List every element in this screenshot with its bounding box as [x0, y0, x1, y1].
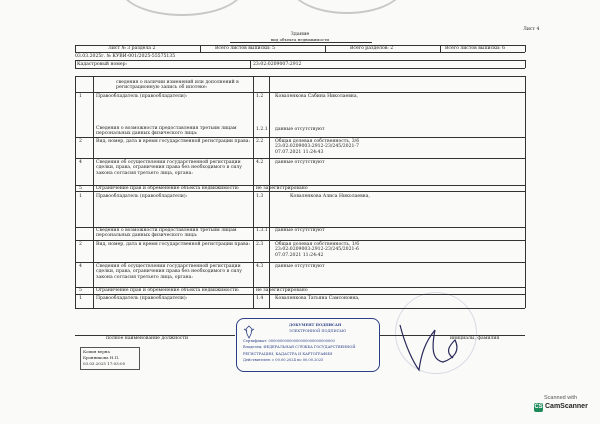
table-row-code: 1.3	[256, 194, 264, 199]
total-sheets-extract: Всего листов выписки: 6	[445, 46, 506, 51]
total-sections: Всего разделов: 2	[350, 46, 394, 51]
table-row-value: Коваленкова Сабина Николаевна,	[275, 94, 359, 99]
table-row-label: Правообладатель (правообладатели):	[96, 194, 188, 199]
table-row-code: 4.2	[256, 160, 264, 165]
table-row-value: данные отсутствуют	[275, 160, 325, 165]
camscanner-logo-icon: CS	[534, 404, 543, 410]
table-row-value: не зарегистрировано	[256, 288, 308, 293]
table-row-code: 1.3.1	[256, 228, 268, 233]
table-row-label: Вид, номер, дата и время государственной регистрации права:	[96, 139, 251, 144]
camscanner-scanned-with: Scanned with	[544, 395, 578, 401]
table-row-label: Правообладатель (правообладатели):	[96, 94, 188, 99]
copy-person: Бронникова Н.П.	[83, 355, 120, 360]
cadastral-value: 23:02:0209007:2912	[253, 62, 302, 67]
table-row-num: 1	[79, 296, 82, 301]
table-row-label: Вид, номер, дата и время государственной регистрации права:	[96, 242, 251, 247]
table-row-label: Сведения о возможности предоставления третьим лицам персональных данных физического лица:	[96, 126, 237, 137]
table-row-value: не зарегистрировано	[256, 186, 308, 191]
table-row-value: Общая долевая собственность, 3/6 23:02:0209003:2912-23/245/2021-7 07.07.2021 11:24:43	[275, 139, 360, 155]
footer-position-label: полное наименование должности	[106, 336, 189, 341]
table-row-label: Ограничение прав и обременение объекта недвижимости:	[96, 186, 240, 191]
table-row-num: 4	[79, 264, 82, 269]
table-row-num: 1	[79, 94, 82, 99]
table-row-code: 1.2.1	[256, 127, 268, 132]
table-row-num: 5	[79, 186, 82, 191]
table-row-label: Сведения о возможности предоставления третьим лицам персональных данных физического лица:	[96, 228, 237, 239]
table-row-value: данные отсутствуют	[275, 264, 325, 269]
copy-label: Копия верна	[83, 349, 110, 354]
table-row-num: 1	[79, 194, 82, 199]
emblem-icon	[243, 325, 255, 339]
sheet-label: Лист 4	[523, 27, 540, 32]
table-row-code: 2.2	[256, 139, 264, 144]
cadastral-label: Кадастровый номер:	[77, 62, 128, 67]
building-label: Здание	[290, 31, 310, 37]
round-stamp-faint	[395, 292, 477, 374]
table-row-num: 5	[79, 288, 82, 293]
table-row-num: 4	[79, 160, 82, 165]
footer-name-label: инициалы, фамилия	[450, 336, 500, 341]
object-label: вид объекта недвижимости	[270, 37, 330, 42]
table-row-num: 2	[79, 242, 82, 247]
table-row-code: 1.4	[256, 296, 264, 301]
table-row-num: 2	[79, 139, 82, 144]
date-reference: 03.03.2025г. № КУВИ-001/2025-55575135	[75, 54, 176, 59]
table-row-label: сведения о наличии изменений или дополнений в регистрационную запись об ипотеке:	[116, 80, 239, 91]
table-row-label: Сведения об осуществлении государственной регистрации сделки, права, ограничения права без необходимого в силу закона согласия третьего лица, органа:	[96, 160, 242, 176]
stamp-title: ДОКУМЕНТ ПОДПИСАН	[289, 323, 342, 327]
copy-certification-box	[80, 347, 140, 370]
stamp-line-1: Сертификат: 00000000000000000000000000000	[243, 339, 335, 343]
stamp-subtitle: ЭЛЕКТРОННОЙ ПОДПИСЬЮ	[289, 329, 347, 333]
table-row-label: Сведения об осуществлении государственной регистрации сделки, права, ограничения права без необходимого в силу закона согласия третьего лица, органа:	[96, 264, 242, 280]
sheet-number: Лист № 3 раздела 2	[108, 46, 156, 51]
table-row-code: 1.2	[256, 94, 264, 99]
table-row-code: 4.3	[256, 264, 264, 269]
table-row-value: данные отсутствуют	[275, 228, 325, 233]
table-row-value: Коваленкова Татьяна Самсоновна,	[275, 296, 360, 301]
table-row-label: Ограничение прав и обременение объекта недвижимости:	[96, 288, 240, 293]
table-row-value: данные отсутствуют	[275, 127, 325, 132]
table-row-value: Общая долевая собственность, 1/6 23:02:0209003:2912-23/245/2021-6 07.07.2021 11:24:42	[275, 242, 360, 258]
glasses-frame-left	[120, 0, 244, 16]
camscanner-brand: CamScanner	[545, 403, 588, 410]
table-row-label: Правообладатель (правообладатели):	[96, 296, 188, 301]
stamp-line-4: Действителен: с 00.00.2024 по 00.00.2025	[243, 358, 324, 362]
stamp-line-2: Владелец: ФЕДЕРАЛЬНАЯ СЛУЖБА ГОСУДАРСТВЕННОЙ	[243, 345, 356, 349]
stamp-line-3: РЕГИСТРАЦИИ, КАДАСТРА И КАРТОГРАФИИ	[243, 352, 333, 356]
table-row-code: 2.3	[256, 242, 264, 247]
camscanner-watermark	[534, 395, 592, 415]
e-signature-stamp	[236, 318, 380, 372]
table-row-value: Коваленкова Алиса Николаевна,	[290, 194, 370, 199]
total-sheets-statement: Всего листов выписки: 5	[215, 46, 276, 51]
glasses-frame-right	[290, 0, 404, 14]
copy-date: 03.03.2025 17:03:05	[83, 361, 126, 366]
